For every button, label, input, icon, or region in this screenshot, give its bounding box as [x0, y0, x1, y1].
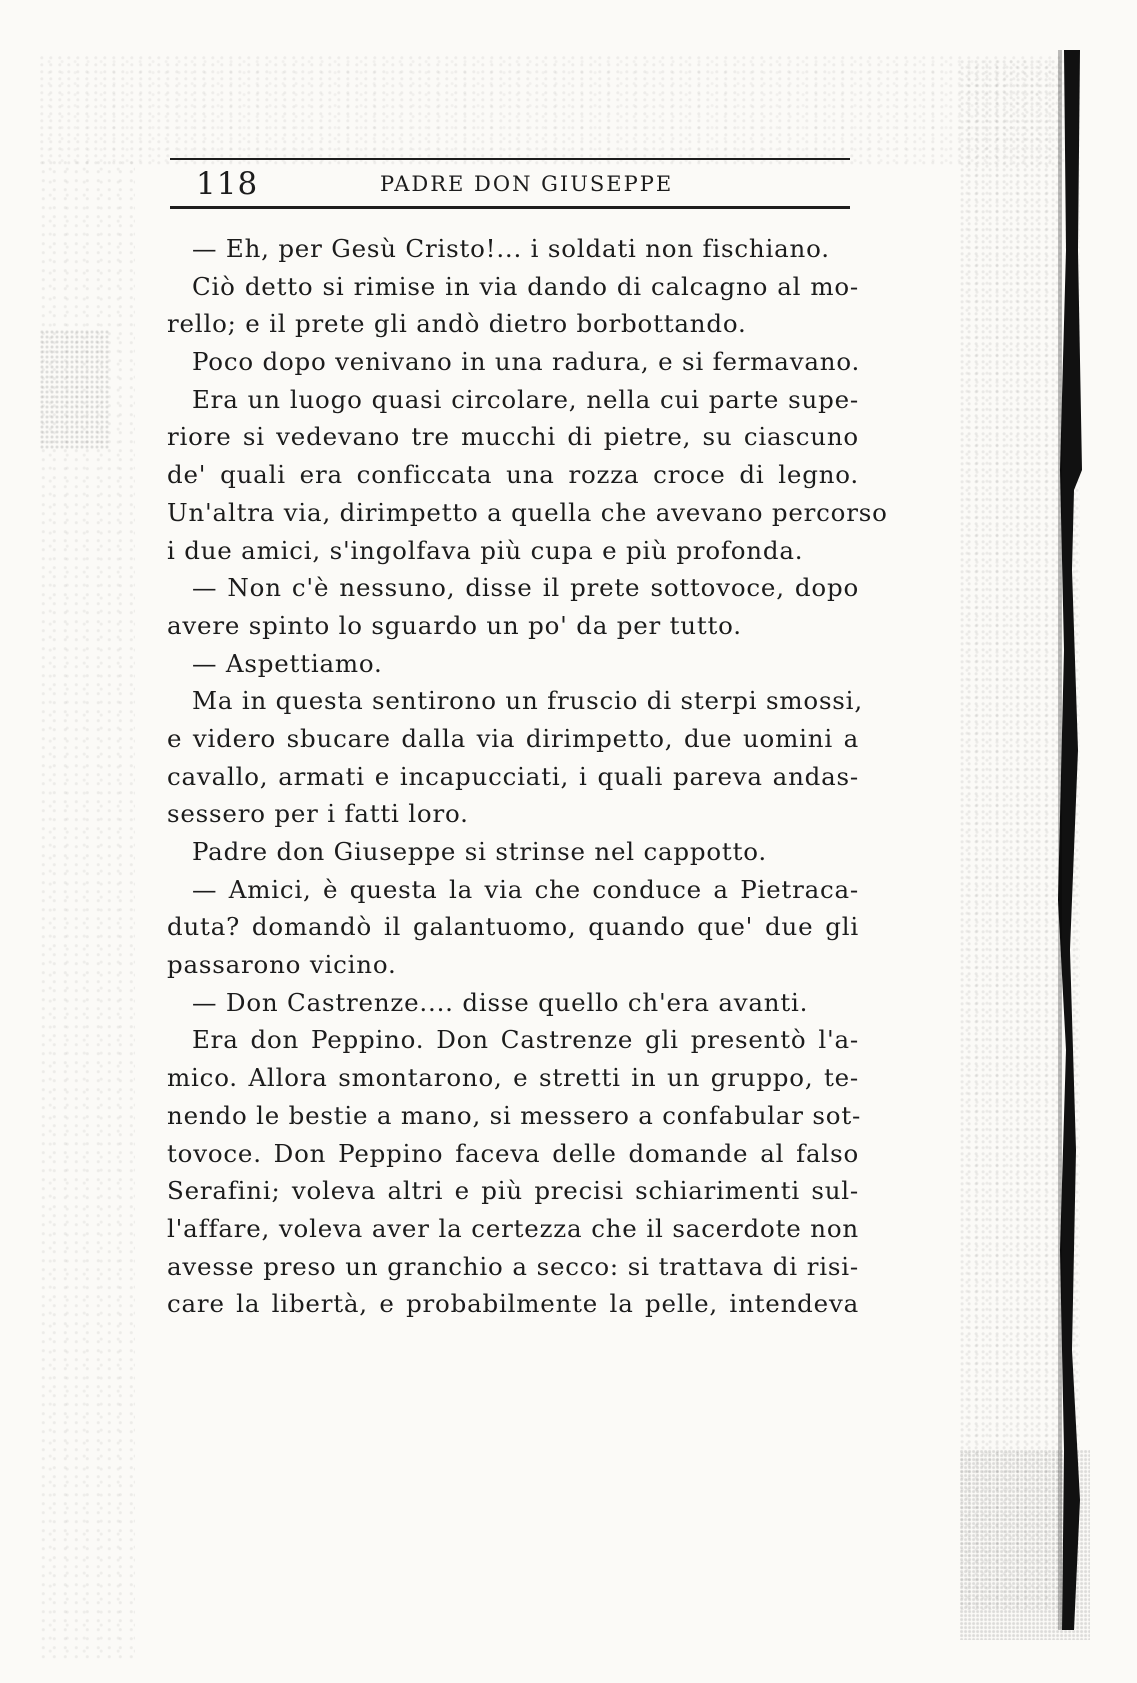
- text-line: Padre don Giuseppe si strinse nel cappotto.: [192, 837, 767, 866]
- text-line: Serafini; voleva altri e più precisi schiarimenti sul-: [167, 1176, 859, 1206]
- text-line: — Amici, è questa la via che conduce a Pietraca-: [192, 874, 859, 904]
- text-line: Era don Peppino. Don Castrenze gli presentò l'a-: [192, 1025, 859, 1055]
- header-rule-top: [170, 158, 850, 160]
- binding-edge-shadow: [1058, 50, 1086, 1630]
- text-line: Poco dopo venivano in una radura, e si fermavano.: [192, 347, 861, 377]
- text-line: avesse preso un granchio a secco: si trattava di risi-: [167, 1251, 859, 1281]
- text-line: tovoce. Don Peppino faceva delle domande al falso: [167, 1138, 859, 1168]
- text-line: de' quali era conficcata una rozza croce di legno.: [167, 460, 859, 490]
- text-line: mico. Allora smontarono, e stretti in un gruppo, te-: [167, 1063, 859, 1093]
- text-line: l'affare, voleva aver la certezza che il sacerdote non: [167, 1213, 859, 1243]
- page-number: 118: [196, 166, 259, 202]
- text-line: Ma in questa sentirono un fruscio di sterpi smossi,: [192, 686, 863, 716]
- text-line: duta? domandò il galantuomo, quando que' due gli: [167, 912, 859, 942]
- text-line: avere spinto lo sguardo un po' da per tutto.: [167, 610, 742, 640]
- text-line: cavallo, armati e incapucciati, i quali pareva andas-: [167, 761, 859, 791]
- text-line: — Don Castrenze.... disse quello ch'era avanti.: [192, 987, 809, 1017]
- text-line: Un'altra via, dirimpetto a quella che avevano percorso: [167, 497, 888, 527]
- text-line: sessero per i fatti loro.: [167, 799, 469, 829]
- text-line: — Aspettiamo.: [192, 648, 383, 678]
- text-line: care la libertà, e probabilmente la pelle, intendeva: [167, 1289, 859, 1319]
- text-line: riore si vedevano tre mucchi di pietre, su ciascuno: [167, 422, 859, 452]
- scan-stain-left: [40, 330, 110, 450]
- text-line: e videro sbucare dalla via dirimpetto, due uomini a: [167, 723, 859, 753]
- text-line: i due amici, s'ingolfava più cupa e più profonda.: [167, 535, 804, 565]
- text-line: nendo le bestie a mano, si messero a confabular sot-: [167, 1100, 862, 1130]
- text-line: — Eh, per Gesù Cristo!... i soldati non fischiano.: [192, 234, 830, 263]
- text-line: Ciò detto si rimise in via dando di calcagno al mo-: [192, 271, 859, 301]
- text-line: Era un luogo quasi circolare, nella cui parte supe-: [192, 384, 859, 414]
- text-line: rello; e il prete gli andò dietro borbottando.: [167, 309, 747, 339]
- body-text: [167, 230, 888, 1323]
- scan-noise-top: [40, 55, 1080, 165]
- header-rule-bottom: [170, 206, 850, 209]
- text-line: passarono vicino.: [167, 950, 397, 980]
- text-line: — Non c'è nessuno, disse il prete sottovoce, dopo: [192, 573, 859, 603]
- running-head: PADRE DON GIUSEPPE: [380, 172, 674, 196]
